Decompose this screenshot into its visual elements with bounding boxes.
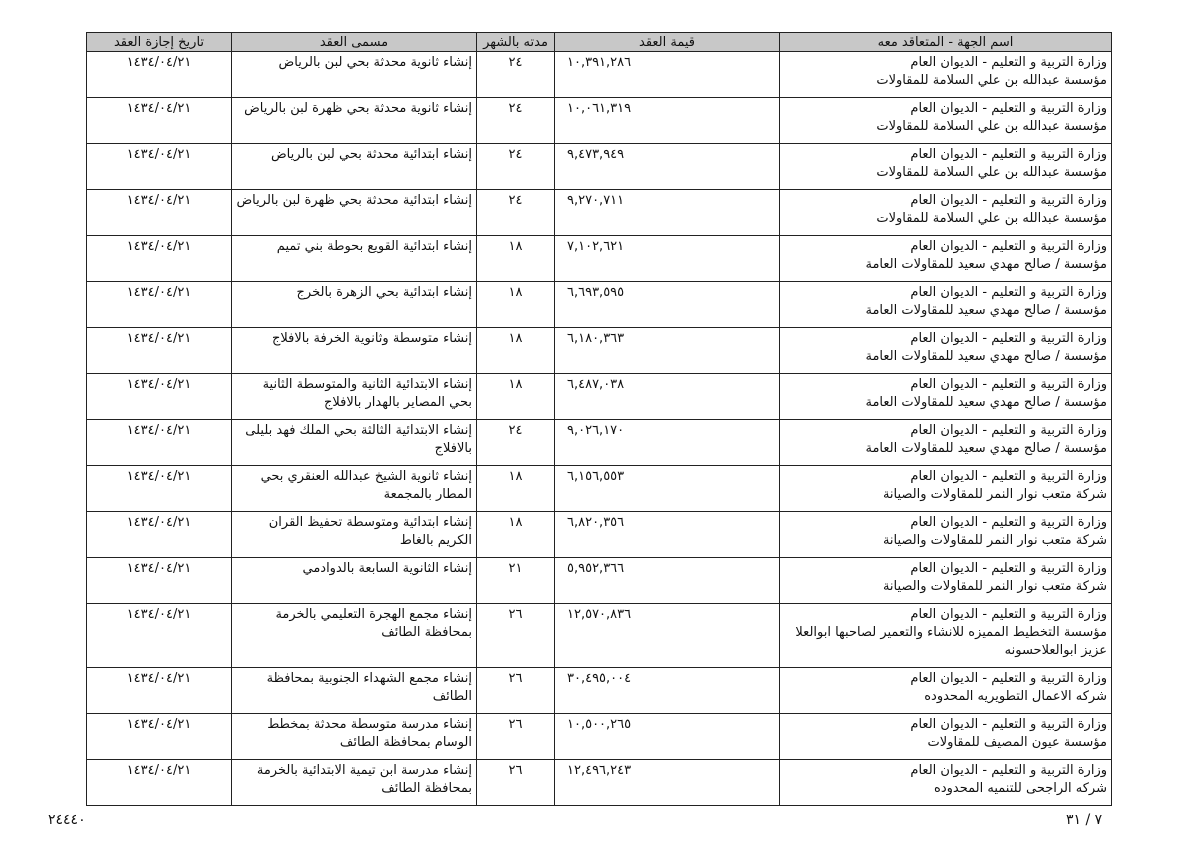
approval-date: ١٤٣٤/٠٤/٢١: [87, 558, 232, 604]
duration-months: ٢٤: [477, 190, 555, 236]
duration-months: ٢٤: [477, 52, 555, 98]
entity-cell: [780, 52, 1112, 98]
table-row: [87, 236, 1112, 282]
table-row: [87, 604, 1112, 668]
document-code: ٢٤٤٤٠: [48, 812, 86, 828]
approval-date: ١٤٣٤/٠٤/٢١: [87, 190, 232, 236]
entity-contractor: شركة متعب نوار النمر للمقاولات والصيانة: [882, 533, 1107, 548]
contract-name: إنشاء ابتدائية القويع بحوطة بني تميم: [232, 236, 477, 282]
entity-cell: [780, 98, 1112, 144]
table-row: [87, 714, 1112, 760]
table-row: [87, 512, 1112, 558]
approval-date: ١٤٣٤/٠٤/٢١: [87, 52, 232, 98]
approval-date: ١٤٣٤/٠٤/٢١: [87, 604, 232, 668]
entity-contractor: مؤسسة عبدالله بن علي السلامة للمقاولات: [876, 73, 1107, 88]
entity-cell: [780, 236, 1112, 282]
entity-cell: [780, 328, 1112, 374]
contract-name: إنشاء ابتدائية محدثة بحي ظهرة لبن بالرياض: [232, 190, 477, 236]
entity-cell: [780, 466, 1112, 512]
contract-name: إنشاء ابتدائية ومتوسطة تحفيظ القران الكريم بالغاط: [232, 512, 477, 558]
contract-value: ١٠,٥٠٠,٢٦٥: [555, 714, 780, 760]
entity-cell: [780, 760, 1112, 806]
entity-contractor: مؤسسة عيون المصيف للمقاولات: [927, 735, 1107, 750]
entity-contractor: مؤسسة / صالح مهدي سعيد للمقاولات العامة: [865, 349, 1107, 364]
entity-ministry: وزارة التربية و التعليم - الديوان العام: [910, 55, 1107, 70]
entity-cell: [780, 190, 1112, 236]
approval-date: ١٤٣٤/٠٤/٢١: [87, 466, 232, 512]
duration-months: ٢٦: [477, 760, 555, 806]
entity-ministry: وزارة التربية و التعليم - الديوان العام: [910, 423, 1107, 438]
contract-value: ٩,٠٢٦,١٧٠: [555, 420, 780, 466]
entity-contractor: مؤسسة / صالح مهدي سعيد للمقاولات العامة: [865, 441, 1107, 456]
header-value: قيمة العقد: [555, 33, 780, 52]
contract-value: ٦,٨٢٠,٣٥٦: [555, 512, 780, 558]
contract-value: ٧,١٠٢,٦٢١: [555, 236, 780, 282]
approval-date: ١٤٣٤/٠٤/٢١: [87, 144, 232, 190]
header-name: مسمى العقد: [232, 33, 477, 52]
entity-cell: [780, 144, 1112, 190]
contract-name: إنشاء ثانوية الشيخ عبدالله العنقري بحي المطار بالمجمعة: [232, 466, 477, 512]
contract-name: إنشاء مجمع الهجرة التعليمي بالخرمة بمحافظة الطائف: [232, 604, 477, 668]
approval-date: ١٤٣٤/٠٤/٢١: [87, 236, 232, 282]
header-entity: اسم الجهة - المتعاقد معه: [780, 33, 1112, 52]
entity-contractor: شركة متعب نوار النمر للمقاولات والصيانة: [882, 487, 1107, 502]
entity-cell: [780, 512, 1112, 558]
contract-name: إنشاء ثانوية محدثة بحي ظهرة لبن بالرياض: [232, 98, 477, 144]
contract-value: ٦,١٨٠,٣٦٣: [555, 328, 780, 374]
approval-date: ١٤٣٤/٠٤/٢١: [87, 512, 232, 558]
contract-value: ٦,١٥٦,٥٥٣: [555, 466, 780, 512]
duration-months: ٢٤: [477, 98, 555, 144]
entity-contractor: مؤسسة / صالح مهدي سعيد للمقاولات العامة: [865, 257, 1107, 272]
entity-cell: [780, 420, 1112, 466]
duration-months: ١٨: [477, 328, 555, 374]
entity-ministry: وزارة التربية و التعليم - الديوان العام: [910, 147, 1107, 162]
contract-name: إنشاء الابتدائية الثالثة بحي الملك فهد بليلى بالافلاج: [232, 420, 477, 466]
contract-value: ١٠,٣٩١,٢٨٦: [555, 52, 780, 98]
duration-months: ١٨: [477, 282, 555, 328]
duration-months: ٢٦: [477, 714, 555, 760]
approval-date: ١٤٣٤/٠٤/٢١: [87, 420, 232, 466]
contract-name: إنشاء مدرسة متوسطة محدثة بمخطط الوسام بمحافظة الطائف: [232, 714, 477, 760]
duration-months: ٢٦: [477, 604, 555, 668]
approval-date: ١٤٣٤/٠٤/٢١: [87, 282, 232, 328]
approval-date: ١٤٣٤/٠٤/٢١: [87, 374, 232, 420]
duration-months: ١٨: [477, 374, 555, 420]
entity-ministry: وزارة التربية و التعليم - الديوان العام: [910, 193, 1107, 208]
table-row: [87, 52, 1112, 98]
entity-contractor: مؤسسة عبدالله بن علي السلامة للمقاولات: [876, 165, 1107, 180]
entity-cell: [780, 604, 1112, 668]
entity-contractor: شركة متعب نوار النمر للمقاولات والصيانة: [882, 579, 1107, 594]
entity-ministry: وزارة التربية و التعليم - الديوان العام: [910, 515, 1107, 530]
table-row: [87, 374, 1112, 420]
entity-contractor: مؤسسة عبدالله بن علي السلامة للمقاولات: [876, 119, 1107, 134]
entity-contractor: مؤسسة / صالح مهدي سعيد للمقاولات العامة: [865, 395, 1107, 410]
entity-ministry: وزارة التربية و التعليم - الديوان العام: [910, 561, 1107, 576]
contract-name: إنشاء الثانوية السابعة بالدوادمي: [232, 558, 477, 604]
table-row: [87, 760, 1112, 806]
table-row: [87, 466, 1112, 512]
entity-ministry: وزارة التربية و التعليم - الديوان العام: [910, 671, 1107, 686]
contract-value: ٥,٩٥٢,٣٦٦: [555, 558, 780, 604]
approval-date: ١٤٣٤/٠٤/٢١: [87, 668, 232, 714]
duration-months: ١٨: [477, 512, 555, 558]
contract-name: إنشاء متوسطة وثانوية الخرفة بالافلاج: [232, 328, 477, 374]
entity-ministry: وزارة التربية و التعليم - الديوان العام: [910, 101, 1107, 116]
entity-cell: [780, 558, 1112, 604]
entity-cell: [780, 668, 1112, 714]
entity-ministry: وزارة التربية و التعليم - الديوان العام: [910, 239, 1107, 254]
entity-ministry: وزارة التربية و التعليم - الديوان العام: [910, 763, 1107, 778]
table-row: [87, 190, 1112, 236]
entity-ministry: وزارة التربية و التعليم - الديوان العام: [910, 469, 1107, 484]
contract-value: ١٠,٠٦١,٣١٩: [555, 98, 780, 144]
duration-months: ١٨: [477, 466, 555, 512]
duration-months: ٢٦: [477, 668, 555, 714]
entity-cell: [780, 374, 1112, 420]
contract-value: ٩,٢٧٠,٧١١: [555, 190, 780, 236]
table-header-row: [87, 33, 1112, 52]
entity-ministry: وزارة التربية و التعليم - الديوان العام: [910, 717, 1107, 732]
duration-months: ٢١: [477, 558, 555, 604]
header-date: تاريخ إجازة العقد: [87, 33, 232, 52]
table-row: [87, 144, 1112, 190]
contract-name: إنشاء مجمع الشهداء الجنوبية بمحافظة الطائف: [232, 668, 477, 714]
contract-name: إنشاء مدرسة ابن تيمية الابتدائية بالخرمة بمحافظة الطائف: [232, 760, 477, 806]
entity-contractor: مؤسسة التخطيط المميزه للانشاء والتعمير لصاحبها ابوالعلا عزيز ابوالعلاحسونه: [795, 625, 1107, 658]
contract-value: ٦,٤٨٧,٠٣٨: [555, 374, 780, 420]
contract-name: إنشاء ابتدائية بحي الزهرة بالخرج: [232, 282, 477, 328]
contract-value: ٩,٤٧٣,٩٤٩: [555, 144, 780, 190]
page-number: ٧ / ٣١: [1066, 812, 1103, 828]
contract-name: إنشاء ابتدائية محدثة بحي لبن بالرياض: [232, 144, 477, 190]
entity-ministry: وزارة التربية و التعليم - الديوان العام: [910, 607, 1107, 622]
approval-date: ١٤٣٤/٠٤/٢١: [87, 328, 232, 374]
entity-contractor: مؤسسة / صالح مهدي سعيد للمقاولات العامة: [865, 303, 1107, 318]
header-duration: مدته بالشهر: [477, 33, 555, 52]
entity-ministry: وزارة التربية و التعليم - الديوان العام: [910, 377, 1107, 392]
approval-date: ١٤٣٤/٠٤/٢١: [87, 760, 232, 806]
table-row: [87, 420, 1112, 466]
entity-ministry: وزارة التربية و التعليم - الديوان العام: [910, 331, 1107, 346]
duration-months: ١٨: [477, 236, 555, 282]
table-row: [87, 328, 1112, 374]
contract-name: إنشاء الابتدائية الثانية والمتوسطة الثانية بحي المصاير بالهدار بالافلاج: [232, 374, 477, 420]
duration-months: ٢٤: [477, 144, 555, 190]
duration-months: ٢٤: [477, 420, 555, 466]
entity-cell: [780, 282, 1112, 328]
contract-name: إنشاء ثانوية محدثة بحي لبن بالرياض: [232, 52, 477, 98]
entity-contractor: مؤسسة عبدالله بن علي السلامة للمقاولات: [876, 211, 1107, 226]
entity-contractor: شركه الراجحى للتنميه المحدوده: [934, 781, 1107, 796]
contract-value: ٣٠,٤٩٥,٠٠٤: [555, 668, 780, 714]
approval-date: ١٤٣٤/٠٤/٢١: [87, 714, 232, 760]
contracts-table: [86, 32, 1112, 806]
approval-date: ١٤٣٤/٠٤/٢١: [87, 98, 232, 144]
entity-contractor: شركه الاعمال التطويريه المحدوده: [924, 689, 1107, 704]
contract-value: ١٢,٥٧٠,٨٣٦: [555, 604, 780, 668]
table-row: [87, 668, 1112, 714]
entity-cell: [780, 714, 1112, 760]
table-row: [87, 282, 1112, 328]
table-row: [87, 98, 1112, 144]
table-row: [87, 558, 1112, 604]
contract-value: ١٢,٤٩٦,٢٤٣: [555, 760, 780, 806]
contract-value: ٦,٦٩٣,٥٩٥: [555, 282, 780, 328]
entity-ministry: وزارة التربية و التعليم - الديوان العام: [910, 285, 1107, 300]
